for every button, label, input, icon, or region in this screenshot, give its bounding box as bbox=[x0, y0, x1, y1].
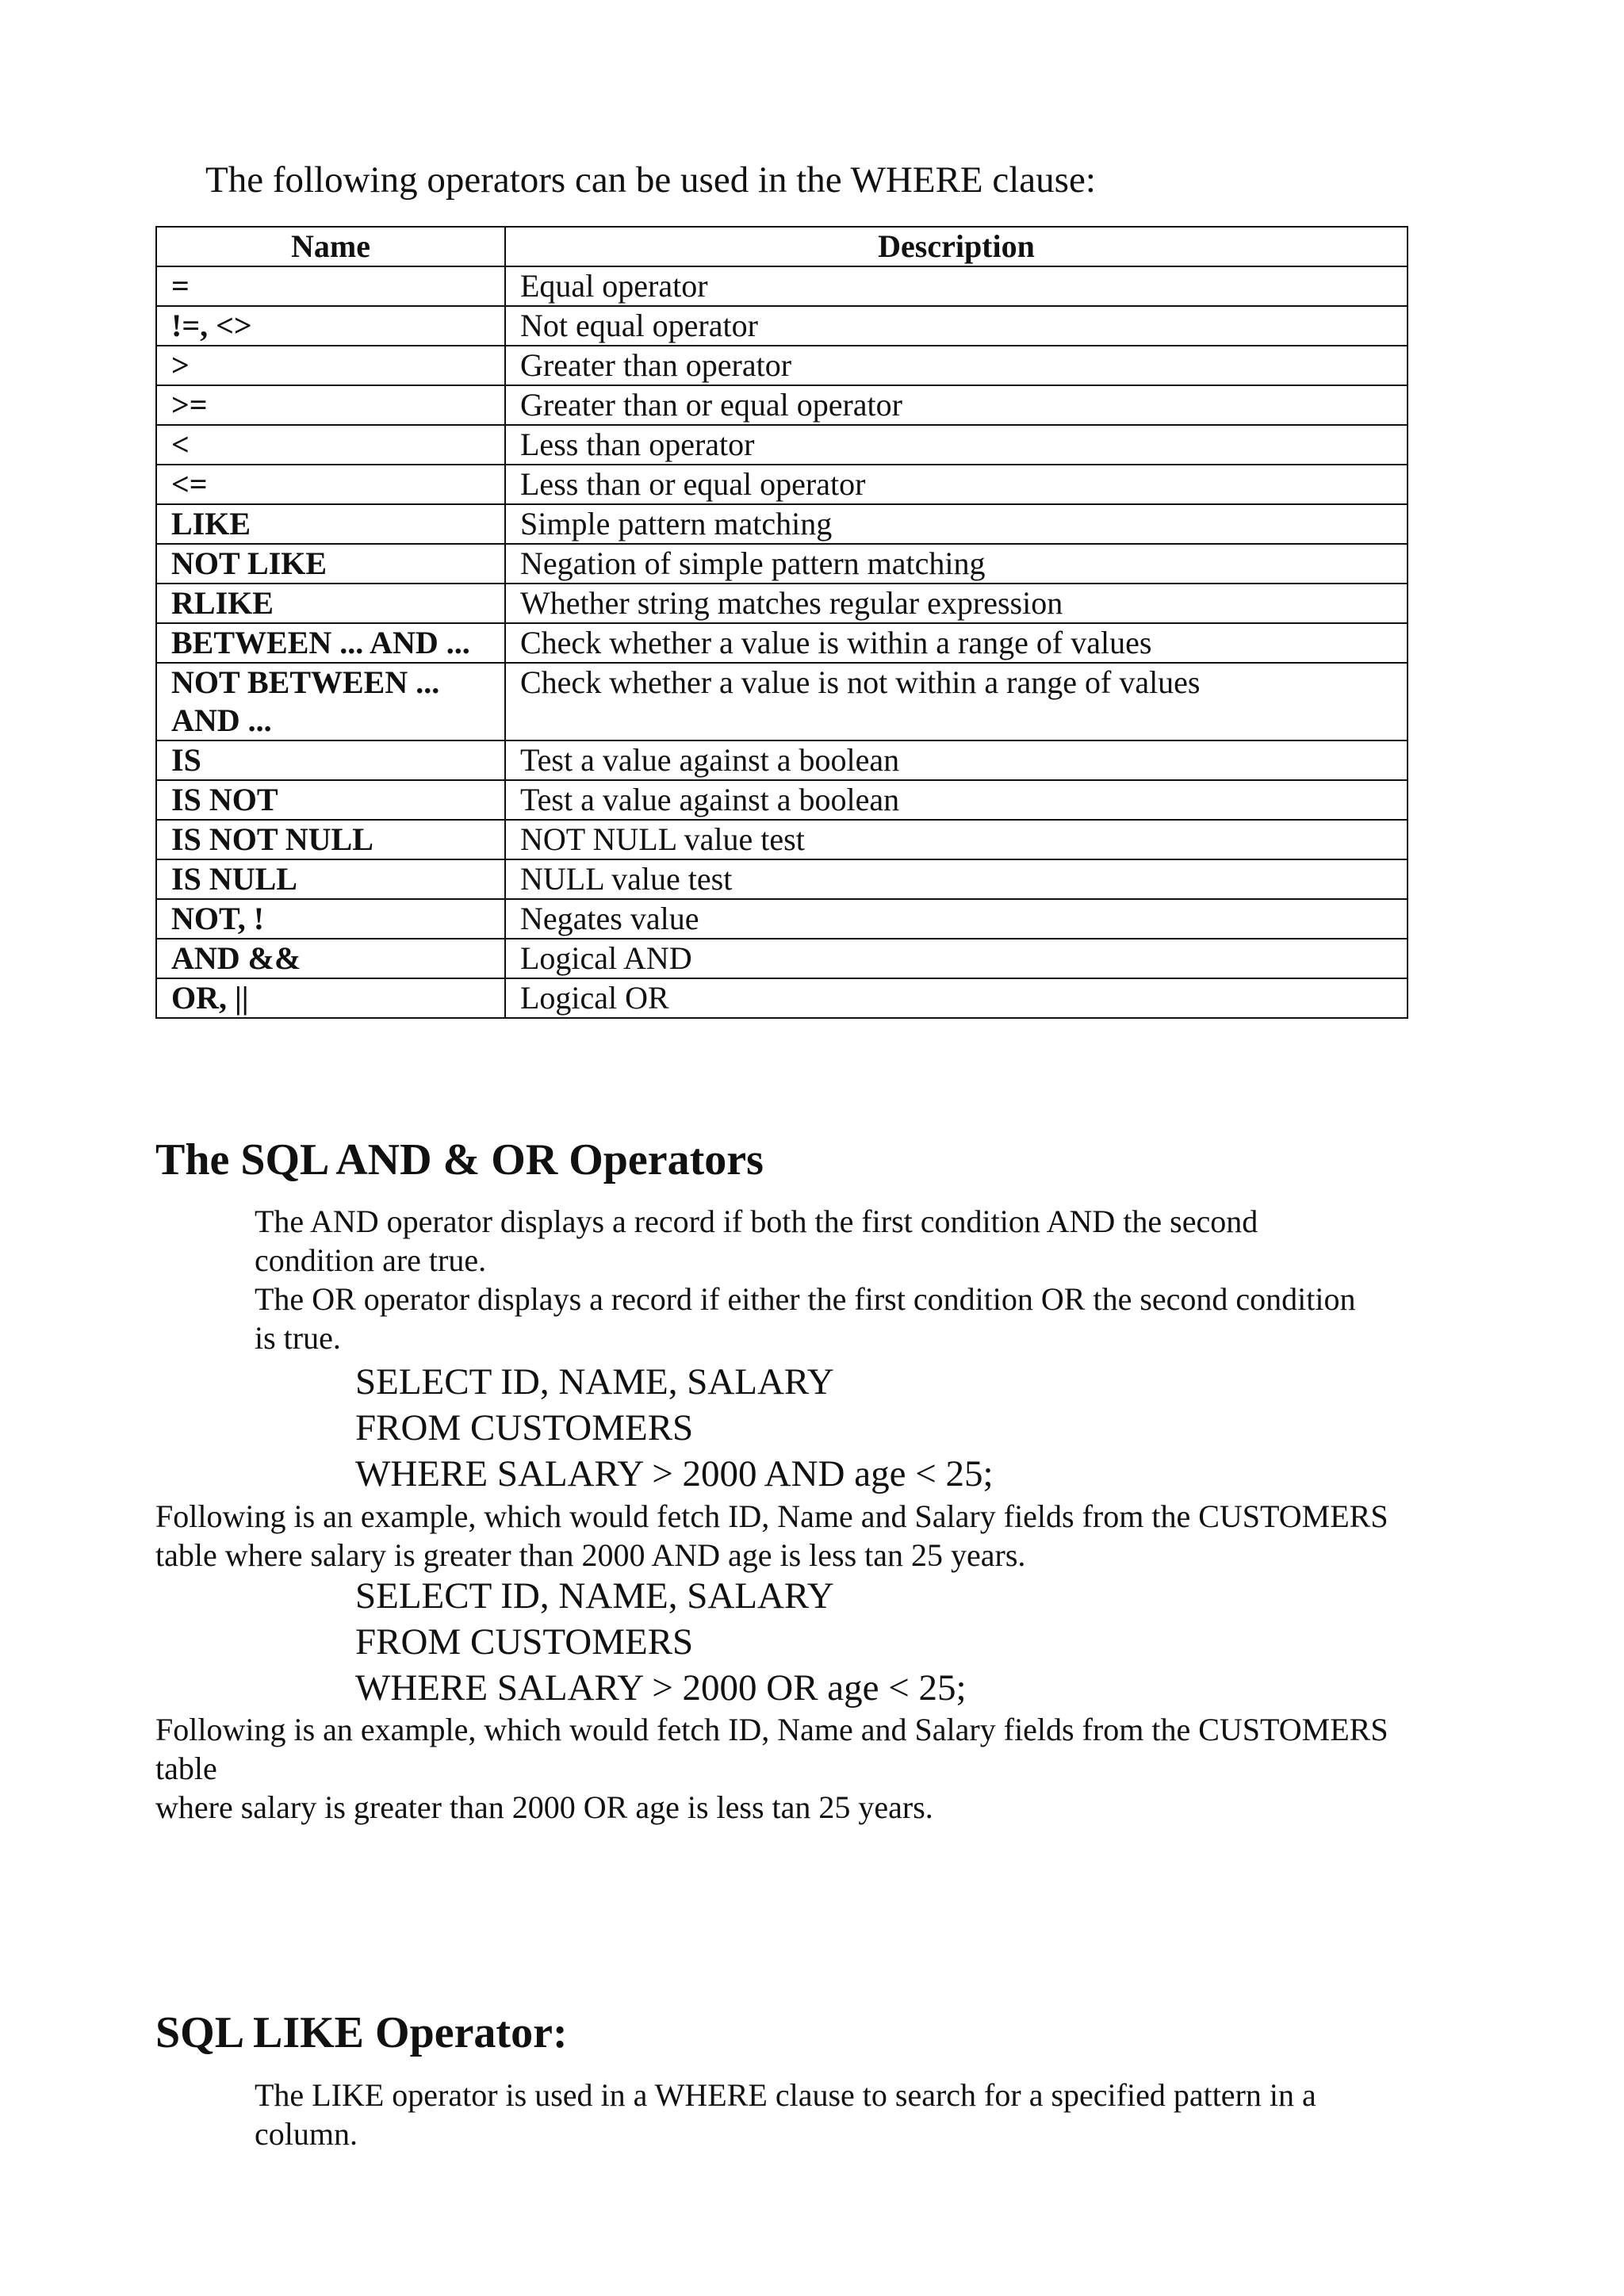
table-row bbox=[156, 939, 1408, 978]
table-row bbox=[156, 663, 1408, 740]
operator-name-cell: <= bbox=[156, 465, 505, 504]
table-row bbox=[156, 346, 1408, 385]
operator-description-cell: Equal operator bbox=[505, 266, 1408, 306]
operator-name-cell: BETWEEN ... AND ... bbox=[156, 623, 505, 663]
operator-description-cell: NULL value test bbox=[505, 859, 1408, 899]
or-description-line1: The OR operator displays a record if either the first condition OR the second condition bbox=[255, 1281, 1356, 1317]
operator-name-cell: IS bbox=[156, 740, 505, 780]
operator-description-cell: Negation of simple pattern matching bbox=[505, 544, 1408, 584]
operator-description-cell: Check whether a value is within a range of values bbox=[505, 623, 1408, 663]
code-or-line2: FROM CUSTOMERS bbox=[355, 1621, 694, 1663]
table-header-row bbox=[156, 227, 1408, 266]
operator-description-cell: Less than or equal operator bbox=[505, 465, 1408, 504]
operator-name-cell: IS NULL bbox=[156, 859, 505, 899]
operator-description-cell: Negates value bbox=[505, 899, 1408, 939]
operator-name-cell: >= bbox=[156, 385, 505, 425]
operator-description-cell: Less than operator bbox=[505, 425, 1408, 465]
code-and-line2: FROM CUSTOMERS bbox=[355, 1407, 694, 1448]
example-or-line1: Following is an example, which would fetch ID, Name and Salary fields from the CUSTOMERS bbox=[155, 1712, 1388, 1747]
operator-name-cell: NOT BETWEEN ... AND ... bbox=[156, 663, 505, 740]
table-row bbox=[156, 623, 1408, 663]
operator-description-cell: Check whether a value is not within a range of values bbox=[505, 663, 1408, 740]
code-or-line3: WHERE SALARY > 2000 OR age < 25; bbox=[355, 1667, 967, 1709]
operator-name-cell: NOT LIKE bbox=[156, 544, 505, 584]
operator-name-cell: LIKE bbox=[156, 504, 505, 544]
table-row bbox=[156, 425, 1408, 465]
column-header-description: Description bbox=[505, 227, 1408, 266]
operator-description-cell: Logical AND bbox=[505, 939, 1408, 978]
table-row bbox=[156, 584, 1408, 623]
table-row bbox=[156, 544, 1408, 584]
table-row bbox=[156, 504, 1408, 544]
code-or-line1: SELECT ID, NAME, SALARY bbox=[355, 1575, 834, 1617]
table-row bbox=[156, 385, 1408, 425]
operator-name-cell: IS NOT bbox=[156, 780, 505, 820]
operator-name-cell: = bbox=[156, 266, 505, 306]
example-or-line2: table bbox=[155, 1751, 217, 1786]
operator-name-cell: NOT, ! bbox=[156, 899, 505, 939]
operator-description-cell: Not equal operator bbox=[505, 306, 1408, 346]
operator-name-cell: !=, <> bbox=[156, 306, 505, 346]
heading-like: SQL LIKE Operator: bbox=[155, 2008, 568, 2057]
table-row bbox=[156, 465, 1408, 504]
and-description-line1: The AND operator displays a record if both the first condition AND the second bbox=[255, 1203, 1258, 1239]
operator-description-cell: Greater than operator bbox=[505, 346, 1408, 385]
table-row bbox=[156, 859, 1408, 899]
operator-name-cell: AND && bbox=[156, 939, 505, 978]
table-row bbox=[156, 266, 1408, 306]
code-and-line1: SELECT ID, NAME, SALARY bbox=[355, 1361, 834, 1402]
operators-table bbox=[155, 226, 1408, 1019]
table-row bbox=[156, 740, 1408, 780]
table-row bbox=[156, 820, 1408, 859]
operator-description-cell: NOT NULL value test bbox=[505, 820, 1408, 859]
column-header-name: Name bbox=[156, 227, 505, 266]
operator-name-cell: RLIKE bbox=[156, 584, 505, 623]
table-row bbox=[156, 780, 1408, 820]
operator-description-cell: Whether string matches regular expression bbox=[505, 584, 1408, 623]
example-and-line1: Following is an example, which would fetch ID, Name and Salary fields from the CUSTOMERS bbox=[155, 1498, 1388, 1534]
operator-description-cell: Logical OR bbox=[505, 978, 1408, 1018]
table-row bbox=[156, 978, 1408, 1018]
operator-name-cell: IS NOT NULL bbox=[156, 820, 505, 859]
table-row bbox=[156, 899, 1408, 939]
heading-and-or: The SQL AND & OR Operators bbox=[155, 1135, 764, 1184]
code-and-line3: WHERE SALARY > 2000 AND age < 25; bbox=[355, 1453, 994, 1494]
operator-name-cell: OR, || bbox=[156, 978, 505, 1018]
or-description-line2: is true. bbox=[255, 1320, 341, 1356]
and-description-line2: condition are true. bbox=[255, 1242, 487, 1278]
example-or-line3: where salary is greater than 2000 OR age is less tan 25 years. bbox=[155, 1789, 933, 1825]
operator-description-cell: Test a value against a boolean bbox=[505, 740, 1408, 780]
operator-description-cell: Simple pattern matching bbox=[505, 504, 1408, 544]
table-row bbox=[156, 306, 1408, 346]
operator-name-cell: < bbox=[156, 425, 505, 465]
operator-description-cell: Test a value against a boolean bbox=[505, 780, 1408, 820]
like-description-line2: column. bbox=[255, 2116, 358, 2152]
intro-text: The following operators can be used in the WHERE clause: bbox=[205, 159, 1096, 201]
operator-description-cell: Greater than or equal operator bbox=[505, 385, 1408, 425]
operators-table-body bbox=[156, 266, 1408, 1018]
example-and-line2: table where salary is greater than 2000 AND age is less tan 25 years. bbox=[155, 1537, 1026, 1573]
like-description-line1: The LIKE operator is used in a WHERE clause to search for a specified pattern in a bbox=[255, 2077, 1316, 2113]
operator-name-cell: > bbox=[156, 346, 505, 385]
